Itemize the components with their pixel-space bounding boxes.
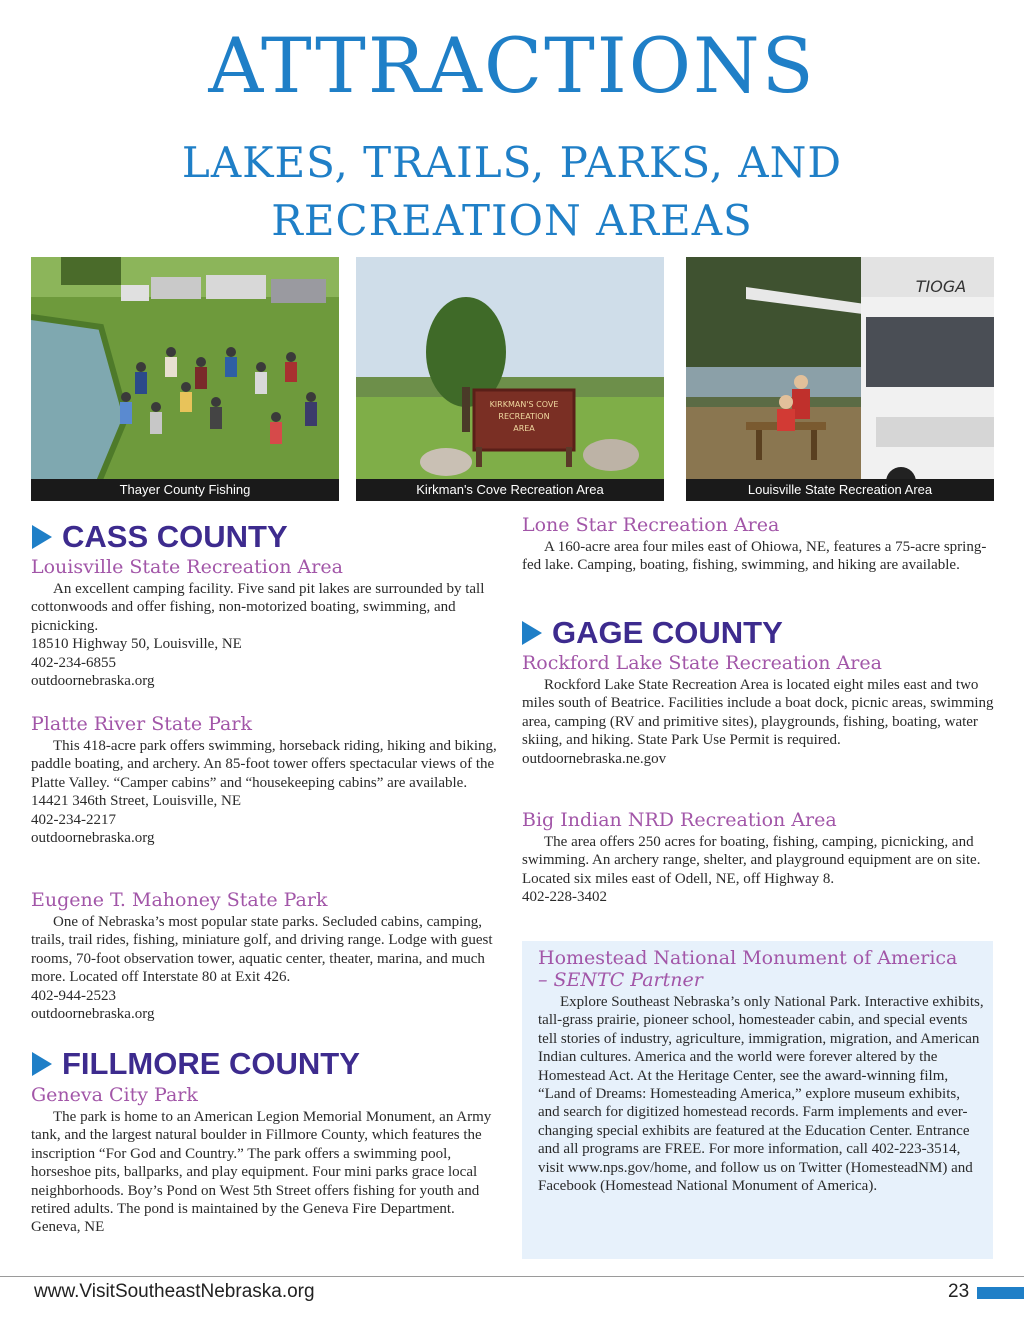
- entry-website: outdoornebraska.org: [31, 673, 155, 690]
- county-name: FILLMORE COUNTY: [62, 1046, 360, 1081]
- entry-title: Big Indian NRD Recreation Area: [522, 809, 837, 831]
- svg-text:RECREATION: RECREATION: [498, 412, 550, 421]
- entry-big-indian: [522, 809, 994, 907]
- entry-website: outdoornebraska.ne.gov: [522, 750, 667, 767]
- county-name: GAGE COUNTY: [552, 615, 783, 650]
- entry-phone: 402-228-3402: [522, 889, 607, 906]
- entry-address: 14421 346th Street, Louisville, NE: [31, 793, 241, 810]
- entry-address: 18510 Highway 50, Louisville, NE: [31, 636, 242, 653]
- entry-phone: 402-234-6855: [31, 654, 116, 671]
- photo-caption: Kirkman's Cove Recreation Area: [356, 479, 664, 501]
- entry-description: An excellent camping facility. Five sand pit lakes are surrounded by tall cottonwoods and offer fishing, non-motorized boating, swimming, and picnicking.: [31, 581, 485, 634]
- entry-geneva: [31, 1084, 501, 1237]
- entry-description: Rockford Lake State Recreation Area is located eight miles east and two miles south of Beatrice. Facilities include a boat dock, picnic areas, swimming area, camping (RV and primitive sites), playgrounds, fishing, boating, water skiing, and hiking. State Park Use Permit is required.: [522, 677, 994, 749]
- footer-accent-bar: [977, 1287, 1024, 1299]
- photo-thayer-fishing: [31, 257, 339, 501]
- entry-description: One of Nebraska’s most popular state parks. Secluded cabins, camping, trails, trail rides, fishing, miniature golf, and driving range. Lodge with guest rooms, 70-foot observation tower, aquatic center, theater, marina, and much more. Located off Interstate 80 at Exit 426.: [31, 914, 493, 986]
- page-subtitle: [0, 134, 1024, 250]
- entry-description: The park is home to an American Legion Memorial Monument, an Army tank, and the largest natural boulder in Fillmore County, which features the inscription “For God and Country.” The park offers a swimming pool, horseshoe pits, ballparks, and play equipment. Four mini parks grace local neighborhoods. Boy’s Pond on West 5th Street offers fishing for youth and retired adults. The pond is maintained by the Geneva Fire Department.: [31, 1109, 492, 1218]
- sign-text: KIRKMAN'S COVE: [489, 400, 559, 409]
- photo-kirkmans-cove: [356, 257, 664, 501]
- entry-lone-star: [522, 514, 994, 575]
- rv-brand-text: TIOGA: [915, 277, 967, 296]
- entry-website: outdoornebraska.org: [31, 1006, 155, 1023]
- entry-title: Louisville State Recreation Area: [31, 556, 343, 578]
- photo-caption: Louisville State Recreation Area: [686, 479, 994, 501]
- photo-caption: Thayer County Fishing: [31, 479, 339, 501]
- rv-camping-scene-image: [686, 257, 994, 501]
- entry-description: A 160-acre area four miles east of Ohiowa, NE, features a 75-acre spring-fed lake. Camping, boating, fishing, swimming, and hiking are available.: [522, 539, 987, 574]
- photo-louisville-rv: [686, 257, 994, 501]
- entry-address: Geneva, NE: [31, 1219, 105, 1236]
- entry-phone: 402-234-2217: [31, 811, 116, 828]
- county-heading-gage: [522, 615, 783, 651]
- footer-website-link[interactable]: www.VisitSoutheastNebraska.org: [34, 1281, 315, 1302]
- entry-title: Lone Star Recreation Area: [522, 514, 780, 536]
- entry-platte-river: [31, 713, 501, 847]
- page-number: 23: [948, 1281, 970, 1302]
- entry-partner-label: – SENTC Partner: [538, 969, 703, 991]
- subtitle-line-2: RECREATION AREAS: [271, 196, 753, 245]
- entry-homestead: [538, 947, 984, 1195]
- entry-title: Geneva City Park: [31, 1084, 198, 1106]
- footer-divider: [0, 1276, 1024, 1277]
- entry-mahoney: [31, 889, 501, 1023]
- svg-text:AREA: AREA: [513, 424, 535, 433]
- entry-louisville: [31, 556, 501, 690]
- entry-website: outdoornebraska.org: [31, 830, 155, 847]
- county-heading-cass: [32, 519, 288, 555]
- triangle-bullet-icon: [32, 1052, 52, 1076]
- entry-title: Homestead National Monument of America: [538, 947, 958, 969]
- entry-description: The area offers 250 acres for boating, fishing, camping, picnicking, and swimming. An archery range, shelter, and playground equipment are on site. Located six miles east of Odell, NE, off Highway 8.: [522, 834, 981, 887]
- fishing-scene-image: [31, 257, 339, 501]
- entry-title: Rockford Lake State Recreation Area: [522, 652, 882, 674]
- county-heading-fillmore: [32, 1046, 360, 1082]
- subtitle-line-1: LAKES, TRAILS, PARKS, AND: [181, 138, 843, 187]
- entry-phone: 402-944-2523: [31, 987, 116, 1004]
- entry-title: Platte River State Park: [31, 713, 252, 735]
- triangle-bullet-icon: [522, 621, 542, 645]
- entry-description: Explore Southeast Nebraska’s only National Park. Interactive exhibits, tall-grass prairie, pioneer school, homesteader cabin, and special events tell stories of industry, agriculture, immigration, migration, and American Indian cultures. America and the world were forever altered by the Homestead Act. At the Heritage Center, see the award-winning film, “Land of Dreams: Homesteading America,” explore museum exhibits, and search for digitized homestead records. Farm implements and ever-changing special exhibits are featured at the Education Center. Entrance and all programs are FREE. For more information, call 402-223-3514, visit www.nps.gov/home, and follow us on Twitter (HomesteadNM) and Facebook (Homestead National Monument of America).: [538, 994, 984, 1195]
- page-title: ATTRACTIONS: [208, 21, 816, 110]
- entry-rockford-lake: [522, 652, 994, 768]
- triangle-bullet-icon: [32, 525, 52, 549]
- park-sign-scene-image: [356, 257, 664, 501]
- county-name: CASS COUNTY: [62, 519, 288, 554]
- entry-title: Eugene T. Mahoney State Park: [31, 889, 328, 911]
- entry-description: This 418-acre park offers swimming, horseback riding, hiking and biking, paddle boating, and archery. An 85-foot tower offers spectacular views of the Platte Valley. “Camper cabins” and “housekeeping cabins” are available.: [31, 738, 497, 791]
